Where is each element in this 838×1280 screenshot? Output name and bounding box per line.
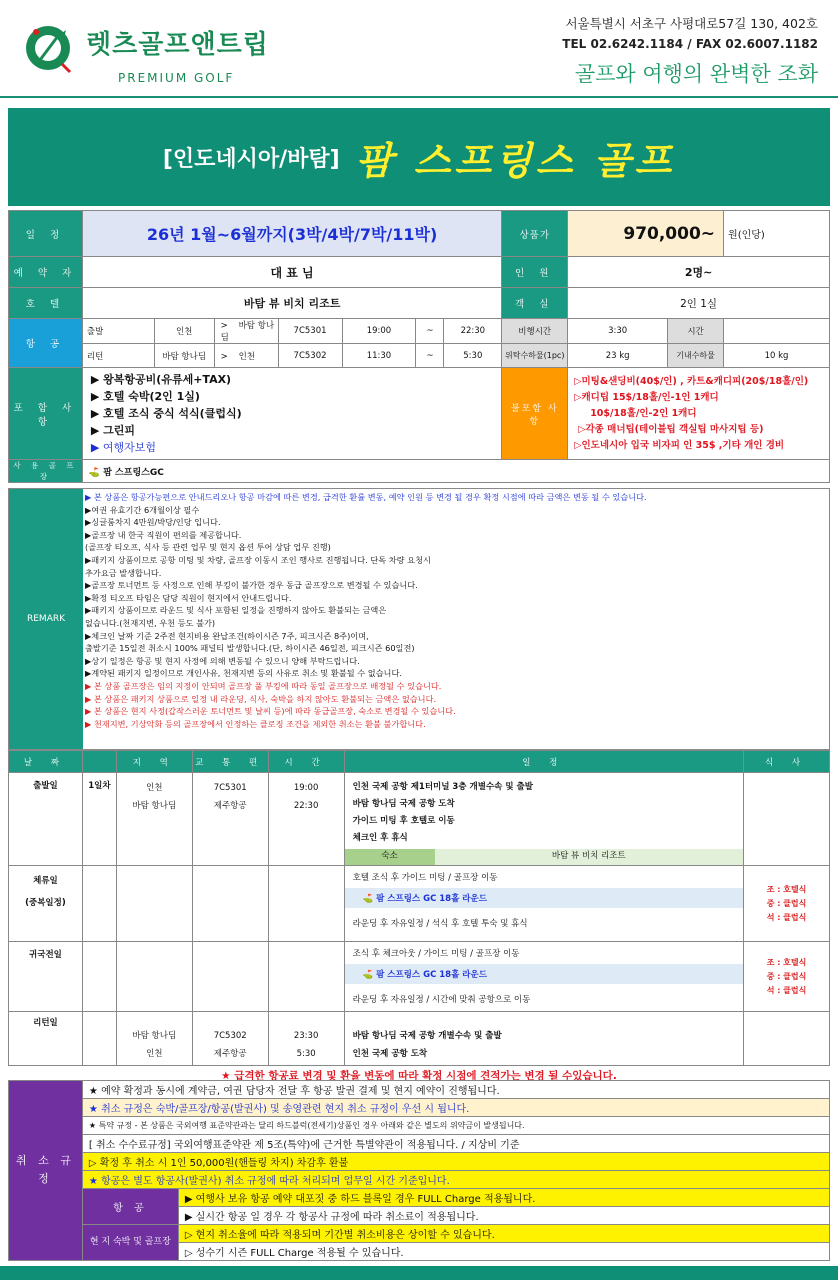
flight-route: > 바탐 항나딤: [214, 319, 278, 344]
flight-type: 출발: [82, 319, 154, 344]
remark-line: ▶ 본 상품은 항공가능편으로 안내드리오나 항공 마감에 따른 변경, 급격한 환률 변동, 예약 인원 등 변경 될 경우 확정 시점에 따라 금액은 변동 될 수 있습니다.: [85, 492, 647, 502]
cancel-line: ★ 예약 확정과 동시에 계약금, 여권 담당자 전달 후 항공 발권 결제 및 현지 예약이 진행됩니다.: [82, 1081, 829, 1099]
exclude-item: 10$/18홀/인-2인 1캐디: [590, 407, 697, 419]
include-item: ▶ 그린피: [90, 424, 136, 437]
people-label: 인 원: [502, 257, 568, 288]
col-plan: 일 정: [344, 751, 744, 773]
remark-line: ▶ 천재지변, 기상악화 등의 골프장에서 인정하는 클로징 조건을 제외한 취소는 환불 불가합니다.: [85, 718, 426, 729]
air-cancel-line: ▶ 실시간 항공 일 경우 각 항공사 규정에 따라 취소료이 적용됩니다.: [178, 1206, 829, 1224]
flight-route: > 인천: [214, 344, 278, 368]
remark-section: [8, 488, 830, 750]
flag-icon: ⛳: [362, 894, 374, 904]
exclude-item: ▷각종 매너팁(테이블팁 객실팁 마사지팁 등): [578, 423, 764, 435]
header-divider: [0, 96, 838, 98]
booker-label: 예 약 자: [9, 257, 83, 288]
remark-line: ▶상기 일정은 항공 및 현지 사정에 의해 변동될 수 있으니 양해 부탁드립니다.: [85, 655, 360, 666]
schedule-value: 26년 1월~6월까지(3박/4박/7박/11박): [82, 211, 501, 257]
cancel-line: ★ 특약 규정 - 본 상품은 국외여행 표준약관과는 달리 하드블럭(전세기)상품인 경우 아래와 같은 별도의 위약금이 발생됩니다.: [82, 1117, 829, 1135]
price-value: 970,000~: [568, 211, 724, 257]
day-meals: 조 : 호텔식 중 : 클럽식 석 : 클럽식: [744, 866, 830, 942]
title-banner: [8, 108, 830, 206]
cancel-line: [ 취소 수수료규정] 국외여행표준약관 제 5조(특약)에 근거한 특별약관이 적용됩니다. / 지상비 기준: [82, 1134, 829, 1152]
remark-line: 추가요금 발생합니다.: [85, 567, 162, 578]
remark-line: 출발기준 15일전 취소시 100% 패널티 발생합니다.(단, 하이시즌 46일전, 피크시즌 60일전): [85, 643, 415, 654]
flight-arr: 22:30: [444, 319, 502, 344]
booker-value: 대 표 님: [82, 257, 501, 288]
slogan: 골프와 여행의 완벽한 조화: [574, 62, 818, 86]
day-label: 출발일: [9, 773, 83, 866]
col-meal: 식 사: [744, 751, 830, 773]
include-list: [82, 368, 501, 460]
cancel-label: 취 소 규 정: [9, 1081, 83, 1261]
flight-type: 리턴: [82, 344, 154, 368]
remark-line: ▶체크인 날짜 기준 2주전 현지비용 완납조건(하이시즌 7주, 피크시즌 8주)이며,: [85, 630, 369, 641]
flight-from: 인천: [154, 319, 214, 344]
baggage-value: 23 kg: [568, 344, 668, 368]
include-label: 포 함 사 항: [9, 368, 83, 460]
course-label: 사 용 골 프 장: [9, 460, 83, 483]
day-regions: 바탐 항나딤 인천: [116, 1012, 192, 1066]
col-date: 날 짜: [9, 751, 83, 773]
round-item: ⛳ 팜 스프링스 GC 18홀 라운드: [345, 964, 744, 984]
exclude-item: ▷미팅&샌딩비(40$/인) , 카트&캐디피(20$/18홀/인): [574, 375, 809, 387]
baggage-label: 위탁수하물(1pc): [502, 344, 568, 368]
header: [0, 0, 838, 100]
remark-line: 없습니다.(천재지변, 우천 등도 불가): [85, 617, 216, 628]
cancel-line: ★ 항공은 별도 항공사(발권사) 취소 규정에 따라 처리되며 업무일 시간 기준입니다.: [82, 1170, 829, 1188]
flight-arr: 5:30: [444, 344, 502, 368]
day-transport: 7C5301 제주항공: [192, 773, 268, 866]
remark-label: REMARK: [9, 489, 83, 749]
flight-tilde: ~: [416, 344, 444, 368]
local-cancel-line: ▷ 현지 취소율에 따라 적용되며 기간별 취소비용은 상이할 수 있습니다.: [178, 1224, 829, 1242]
schedule-label: 일 정: [9, 211, 83, 257]
remark-line: ▶패키지 상품이므로 라운드 및 식사 포함된 일정을 진행하지 않아도 환불되는 금액은: [85, 605, 387, 616]
remark-line: ▶계약된 패키지 일정이므로 개인사유, 천재지변 등의 사유로 취소 및 환불될 수 없습니다.: [85, 668, 402, 679]
product-info-table: [8, 210, 830, 483]
remark-line: (골프장 티오프, 식사 등 관련 업무 및 현지 옵션 투어 상담 업무 진행): [85, 542, 331, 553]
footer-bar: [0, 1266, 838, 1280]
stay-label: 숙소: [345, 849, 435, 865]
remark-line: ▶ 본 상품 골프장은 임의 지정이 안되며 골프장 풀 부킹에 따라 동일 골프장으로 배정될 수 있습니다.: [85, 680, 442, 691]
flag-icon: ⛳: [362, 970, 374, 980]
brand-subtitle: PREMIUM GOLF: [118, 71, 235, 85]
local-cancel-line: ▷ 성수기 시즌 FULL Charge 적용될 수 있습니다.: [178, 1242, 829, 1260]
remark-line: ▶골프장 토너먼트 등 사정으로 인해 부킹이 불가한 경우 동급 골프장으로 변경될 수 있습니다.: [85, 580, 418, 591]
cancel-line: ▷ 확정 후 취소 시 1인 50,000원(핸들링 차지) 차감후 환불: [82, 1152, 829, 1170]
cancel-line: ★ 취소 규정은 숙박/골프장/항공(발권사) 및 송영관련 현지 취소 규정이 우선 시 됩니다.: [82, 1099, 829, 1117]
air-cancel-label: 항 공: [82, 1188, 178, 1224]
carry-label: 기내수하물: [668, 344, 724, 368]
day-meals: 조 : 호텔식 중 : 클럽식 석 : 클럽식: [744, 942, 830, 1012]
day-transport: 7C5302 제주항공: [192, 1012, 268, 1066]
banner-title: 팜 스프링스 골프: [355, 138, 676, 183]
price-unit: 원(인당): [724, 211, 830, 257]
include-item: ▶ 호텔 조식 중식 석식(클럽식): [90, 407, 242, 420]
room-value: 2인 1실: [568, 288, 830, 319]
exclude-label: 불포함 사 항: [502, 368, 568, 460]
flight-dep: 19:00: [342, 319, 416, 344]
remark-line: ▶패키지 상품이므로 공항 미팅 및 차량, 골프장 이동시 조인 행사로 진행됩니다. 단독 차량 요청시: [85, 554, 431, 565]
day-plan: 바탐 항나딤 국제 공항 개별수속 및 출발 인천 국제 공항 도착: [344, 1012, 744, 1066]
day-plan: 조식 후 체크아웃 / 가이드 미팅 / 골프장 이동 ⛳ 팜 스프링스 GC 18홀 라운드 라운딩 후 자유일정 / 시간에 맞춰 공항으로 이동: [344, 942, 744, 1012]
col-transport: 교 통 편: [192, 751, 268, 773]
address: 서울특별시 서초구 사평대로57길 130, 402호: [565, 16, 818, 31]
remark-line: ▶싱글룸차지 4만원/박당/인당 입니다.: [85, 517, 221, 528]
stay-value: 바탐 뷰 비치 리조트: [435, 849, 744, 865]
remark-list: [85, 491, 829, 730]
air-cancel-line: ▶ 여행사 보유 항공 예약 대포짓 중 하드 블록일 경우 FULL Charge 적용됩니다.: [178, 1188, 829, 1206]
day-number: 1일차: [82, 773, 116, 866]
itinerary-table: [8, 750, 830, 1086]
banner-region: [인도네시아/바탐]: [162, 146, 340, 172]
include-item: ▶ 왕복항공비(유류세+TAX): [90, 373, 232, 386]
hotel-label: 호 텔: [9, 288, 83, 319]
local-cancel-label: 현 지 숙박 및 골프장: [82, 1224, 178, 1260]
day-plan: 호텔 조식 후 가이드 미팅 / 골프장 이동 ⛳ 팜 스프링스 GC 18홀 라운드 라운딩 후 자유일정 / 석식 후 호텔 투숙 및 휴식: [344, 866, 744, 942]
day-label: 귀국전일: [9, 942, 83, 1012]
flight-no: 7C5301: [278, 319, 342, 344]
flight-tilde: ~: [416, 319, 444, 344]
hotel-value: 바탐 뷰 비치 리조트: [82, 288, 501, 319]
day-regions: 인천 바탐 항나딤: [116, 773, 192, 866]
flag-icon: ⛳: [88, 467, 101, 478]
remark-line: ▶확정 티오프 타임은 담당 직원이 현지에서 안내드립니다.: [85, 592, 292, 603]
col-time: 시 간: [268, 751, 344, 773]
include-item: ▶ 여행자보험: [90, 441, 156, 454]
remark-line: ▶여권 유효기간 6개월이상 필수: [85, 504, 200, 515]
day-label: 체류일 (중복일정): [9, 866, 83, 942]
flight-time-label: 비행시간: [502, 319, 568, 344]
col-region: 지 역: [116, 751, 192, 773]
round-item: ⛳ 팜 스프링스 GC 18홀 라운드: [345, 888, 744, 908]
people-value: 2명~: [568, 257, 830, 288]
remark-line: ▶ 본 상품은 현지 사정(갑작스러운 토너먼트 및 날씨 등)에 따라 동급골프장, 숙소로 변경될 수 있습니다.: [85, 706, 456, 717]
exclude-list: [568, 368, 830, 460]
exclude-item: ▷캐디팁 15$/18홀/인-1인 1캐디: [574, 391, 719, 403]
carry-value: 10 kg: [724, 344, 830, 368]
day-label: 리턴일: [9, 1012, 83, 1066]
day-times: 23:30 5:30: [268, 1012, 344, 1066]
price-change-notice: ★ 급격한 항공료 변경 및 환율 변동에 따라 확정 시점에 견적가는 변경 될 수있습니다.: [221, 1070, 617, 1083]
remark-line: ▶ 본 상품은 패키지 상품으로 일정 내 라운딩, 식사, 숙박을 하지 않아도 환불되는 금액은 없습니다.: [85, 693, 437, 704]
course-value: ⛳ 팜 스프링스GC: [82, 460, 829, 483]
remark-line: ▶골프장 내 한국 직원이 편의를 제공합니다.: [85, 529, 242, 540]
exclude-item: ▷인도네시아 입국 비자피 인 35$ ,기타 개인 경비: [574, 439, 785, 451]
day-times: 19:00 22:30: [268, 773, 344, 866]
tel-fax: TEL 02.6242.1184 / FAX 02.6007.1182: [562, 37, 818, 51]
include-item: ▶ 호텔 숙박(2인 1실): [90, 390, 200, 403]
brand-name: 렛츠골프앤트립: [86, 30, 269, 60]
golf-logo-icon: [22, 20, 84, 76]
flight-from: 바탐 항나딤: [154, 344, 214, 368]
price-label: 상품가: [502, 211, 568, 257]
flight-no: 7C5302: [278, 344, 342, 368]
flight-time-unit: 시간: [668, 319, 724, 344]
room-label: 객 실: [502, 288, 568, 319]
flight-time-value: 3:30: [568, 319, 668, 344]
flight-dep: 11:30: [342, 344, 416, 368]
day-plan: 인천 국제 공항 제1터미널 3층 개별수속 및 출발 바탐 항나딤 국제 공항 도착 가이드 미팅 후 호텔로 이동 체크인 후 휴식 숙소 바탐 뷰 비치 리조트: [344, 773, 744, 866]
flight-label: 항 공: [9, 319, 83, 368]
cancel-policy-table: [8, 1080, 830, 1261]
